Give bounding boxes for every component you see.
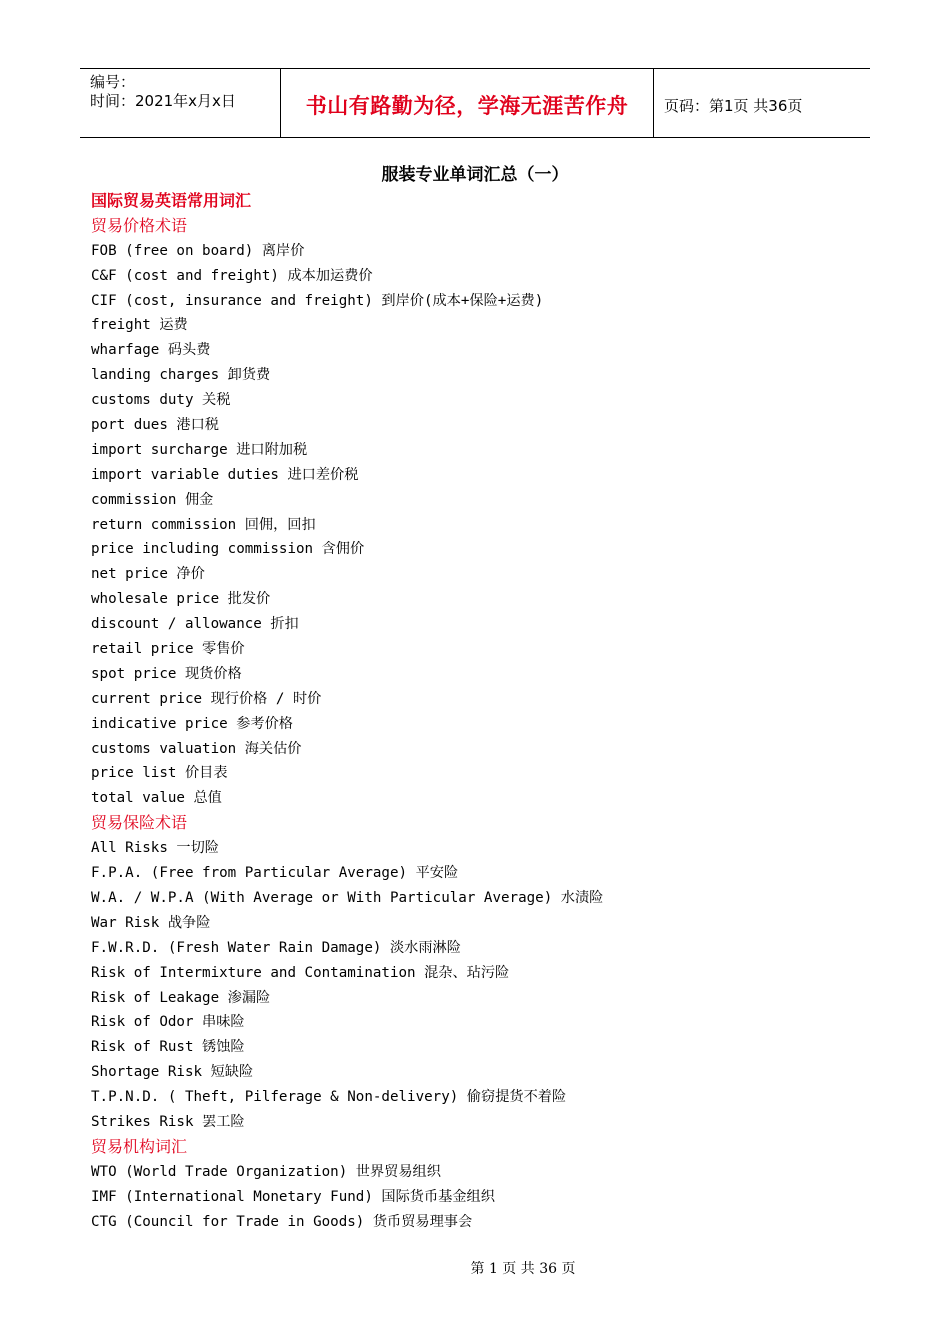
vocab-entry: All Risks 一切险 <box>91 840 219 857</box>
header-meta <box>80 69 281 137</box>
vocab-entry: retail price 零售价 <box>91 641 245 658</box>
vocab-entry: CTG (Council for Trade in Goods) 货币贸易理事会 <box>91 1213 473 1230</box>
vocab-entry: landing charges 卸货费 <box>91 367 271 384</box>
vocab-entry: Risk of Leakage 渗漏险 <box>91 989 271 1006</box>
vocab-entry: discount / allowance 折扣 <box>91 616 299 633</box>
subsection-heading: 贸易价格术语 <box>91 215 188 235</box>
vocab-entry: wholesale price 批发价 <box>91 591 271 608</box>
vocab-entry: W.A. / W.P.A (With Average or With Particular Average) 水渍险 <box>91 889 604 906</box>
page-footer: 第 1 页 共 36 页 <box>470 1261 576 1277</box>
subsection-heading: 贸易机构词汇 <box>91 1136 188 1156</box>
vocab-entry: freight 运费 <box>91 317 188 334</box>
vocab-entry: indicative price 参考价格 <box>91 715 293 732</box>
vocab-entry: spot price 现货价格 <box>91 665 242 682</box>
vocab-entry: Strikes Risk 罢工险 <box>91 1113 245 1130</box>
vocab-entry: F.W.R.D. (Fresh Water Rain Damage) 淡水雨淋险 <box>91 939 461 956</box>
vocab-entry: Shortage Risk 短缺险 <box>91 1064 254 1081</box>
section-heading: 国际贸易英语常用词汇 <box>91 191 252 210</box>
vocab-entry: T.P.N.D. ( Theft, Pilferage & Non-delivery) 偷窃提货不着险 <box>91 1089 567 1106</box>
vocab-entry: wharfage 码头费 <box>91 342 211 359</box>
code-label: 编号： <box>90 73 136 91</box>
subsection-heading: 贸易保险术语 <box>91 813 188 833</box>
time-label: 时间：2021年x月x日 <box>90 92 236 110</box>
page-header <box>80 68 870 138</box>
vocab-entry: WTO (World Trade Organization) 世界贸易组织 <box>91 1163 441 1180</box>
vocab-entry: price list 价目表 <box>91 765 228 782</box>
header-page-info: 页码：第1页 共36页 <box>664 96 803 115</box>
motto: 书山有路勤为径，学海无涯苦作舟 <box>281 69 654 137</box>
vocab-entry: total value 总值 <box>91 790 222 807</box>
vocab-entry: return commission 回佣，回扣 <box>91 516 316 533</box>
vocab-entry: customs duty 关税 <box>91 392 231 409</box>
vocab-entry: CIF (cost, insurance and freight) 到岸价(成本+保险+运费) <box>91 292 544 309</box>
vocabulary-list <box>91 189 891 1234</box>
vocab-entry: port dues 港口税 <box>91 417 219 434</box>
vocab-entry: Risk of Rust 锈蚀险 <box>91 1039 245 1056</box>
vocab-entry: price including commission 含佣价 <box>91 541 365 558</box>
vocab-entry: War Risk 战争险 <box>91 914 211 931</box>
vocab-entry: import surcharge 进口附加税 <box>91 441 308 458</box>
vocab-entry: Risk of Intermixture and Contamination 混杂、玷污险 <box>91 964 510 981</box>
vocab-entry: FOB (free on board) 离岸价 <box>91 242 305 259</box>
vocab-entry: customs valuation 海关估价 <box>91 740 302 757</box>
vocab-entry: C&F (cost and freight) 成本加运费价 <box>91 267 373 284</box>
vocab-entry: Risk of Odor 串味险 <box>91 1014 245 1031</box>
document-title: 服装专业单词汇总（一） <box>381 165 569 185</box>
vocab-entry: current price 现行价格 / 时价 <box>91 690 322 707</box>
vocab-entry: net price 净价 <box>91 566 205 583</box>
vocab-entry: commission 佣金 <box>91 491 214 508</box>
vocab-entry: import variable duties 进口差价税 <box>91 466 359 483</box>
vocab-entry: F.P.A. (Free from Particular Average) 平安险 <box>91 865 459 882</box>
vocab-entry: IMF (International Monetary Fund) 国际货币基金组织 <box>91 1188 495 1205</box>
